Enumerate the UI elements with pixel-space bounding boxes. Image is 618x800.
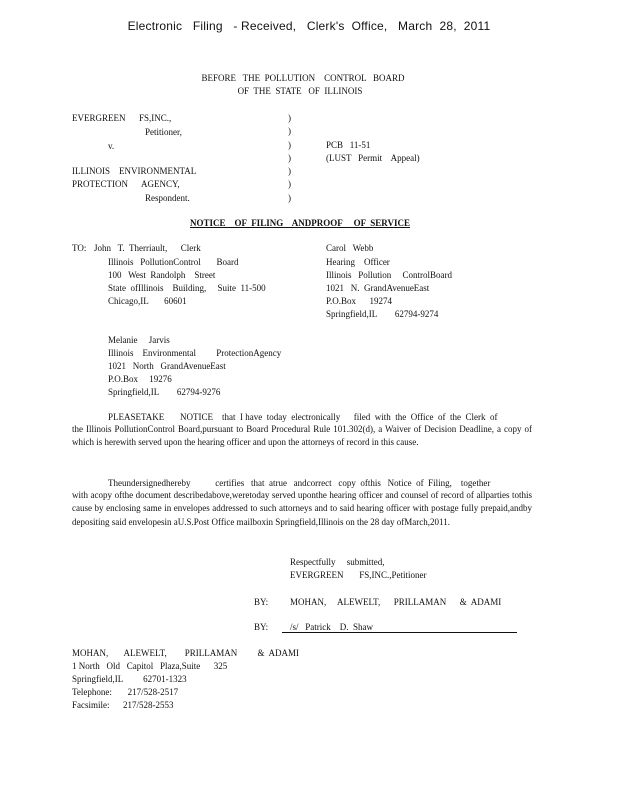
recipient-hearing-officer-line: 1021 N. GrandAvenueEast <box>326 283 430 293</box>
electronic-signature: /s/ Patrick D. Shaw <box>290 622 373 632</box>
recipient-clerk-line: 100 West Randolph Street <box>108 270 216 280</box>
recipient-hearing-officer-line: P.O.Box 19274 <box>326 296 393 306</box>
firm-telephone: Telephone: 217/528-2517 <box>72 687 179 697</box>
respondent-role: Respondent. <box>145 193 190 203</box>
notice-paragraph-body: the Illinois PollutionControl Board,pursuant to Board Procedural Rule 101.302(d), a Waiver of Decision Deadline, a copy of which is herewith served upon the hearing officer and upon the attorneys of record in this cause. <box>72 424 532 448</box>
case-number: PCB 11-51 <box>326 140 371 150</box>
respondent-name-line1: ILLINOIS ENVIRONMENTAL <box>72 166 197 176</box>
recipient-clerk-name: John T. Therriault, Clerk <box>94 243 201 253</box>
recipient-attorney-line: Springfield,IL 62794-9276 <box>108 387 221 397</box>
signing-party: EVERGREEN FS,INC.,Petitioner <box>290 570 427 580</box>
petitioner-name: EVERGREEN FS,INC., <box>72 113 172 123</box>
recipient-hearing-officer-line: Springfield,IL 62794-9274 <box>326 309 439 319</box>
certificate-paragraph-first-line: Theundersignedhereby certifies that atrue andcorrect copy ofthis Notice of Filing, together <box>108 478 491 488</box>
case-type: (LUST Permit Appeal) <box>326 153 420 163</box>
board-title-line1: BEFORE THE POLLUTION CONTROL BOARD <box>201 73 405 83</box>
caption-paren: ) <box>288 179 291 189</box>
respondent-name-line2: PROTECTION AGENCY, <box>72 179 180 189</box>
signature-line <box>282 632 517 633</box>
recipient-hearing-officer-line: Hearing Officer <box>326 257 390 267</box>
caption-paren: ) <box>288 166 291 176</box>
caption-paren: ) <box>288 153 291 163</box>
by-label: BY: <box>254 597 269 607</box>
firm-name: MOHAN, ALEWELT, PRILLAMAN & ADAMI <box>72 648 299 658</box>
caption-paren: ) <box>288 193 291 203</box>
caption-paren: ) <box>288 126 291 136</box>
firm-facsimile: Facsimile: 217/528-2553 <box>72 700 174 710</box>
firm-address: 1 North Old Capitol Plaza,Suite 325 <box>72 661 228 671</box>
recipient-clerk-line: Illinois PollutionControl Board <box>108 257 239 267</box>
by-label: BY: <box>254 622 269 632</box>
recipient-attorney-line: 1021 North GrandAvenueEast <box>108 361 226 371</box>
to-label: TO: <box>72 243 87 253</box>
caption-paren: ) <box>288 140 291 150</box>
notice-title: NOTICE OF FILING ANDPROOF OF SERVICE <box>190 218 410 228</box>
recipient-hearing-officer-name: Carol Webb <box>326 243 374 253</box>
recipient-clerk-line: State ofIllinois Building, Suite 11-500 <box>108 283 266 293</box>
versus-label: v. <box>108 141 115 151</box>
notice-paragraph-first-line: PLEASETAKE NOTICE that I have today electronically filed with the Office of the Clerk of <box>108 412 498 422</box>
firm-city: Springfield,IL 62701-1323 <box>72 674 187 684</box>
board-title-line2: OF THE STATE OF ILLINOIS <box>237 86 363 96</box>
recipient-attorney-line: Illinois Environmental ProtectionAgency <box>108 348 282 358</box>
recipient-attorney-line: P.O.Box 19276 <box>108 374 172 384</box>
recipient-hearing-officer-line: Illinois Pollution ControlBoard <box>326 270 453 280</box>
recipient-attorney-name: Melanie Jarvis <box>108 335 170 345</box>
recipient-clerk-line: Chicago,IL 60601 <box>108 296 187 306</box>
caption-paren: ) <box>288 113 291 123</box>
filing-stamp-header: Electronic Filing - Received, Clerk's Office, March 28, 2011 <box>127 19 491 33</box>
signing-firm: MOHAN, ALEWELT, PRILLAMAN & ADAMI <box>290 597 502 607</box>
certificate-paragraph-body: with acopy ofthe document describedabove,weretoday served uponthe hearing officer and counsel of record of allparties tothis cause by enclosing same in envelopes addressed to such attorneys and to said hearing officer with postage fully prepaid,andby depositing said envelopesin aU.S.Post Office mailboxin Springfield,Illinois on the 28 day ofMarch,2011. <box>72 490 532 527</box>
petitioner-role: Petitioner, <box>145 127 182 137</box>
closing-salutation: Respectfully submitted, <box>290 557 385 567</box>
